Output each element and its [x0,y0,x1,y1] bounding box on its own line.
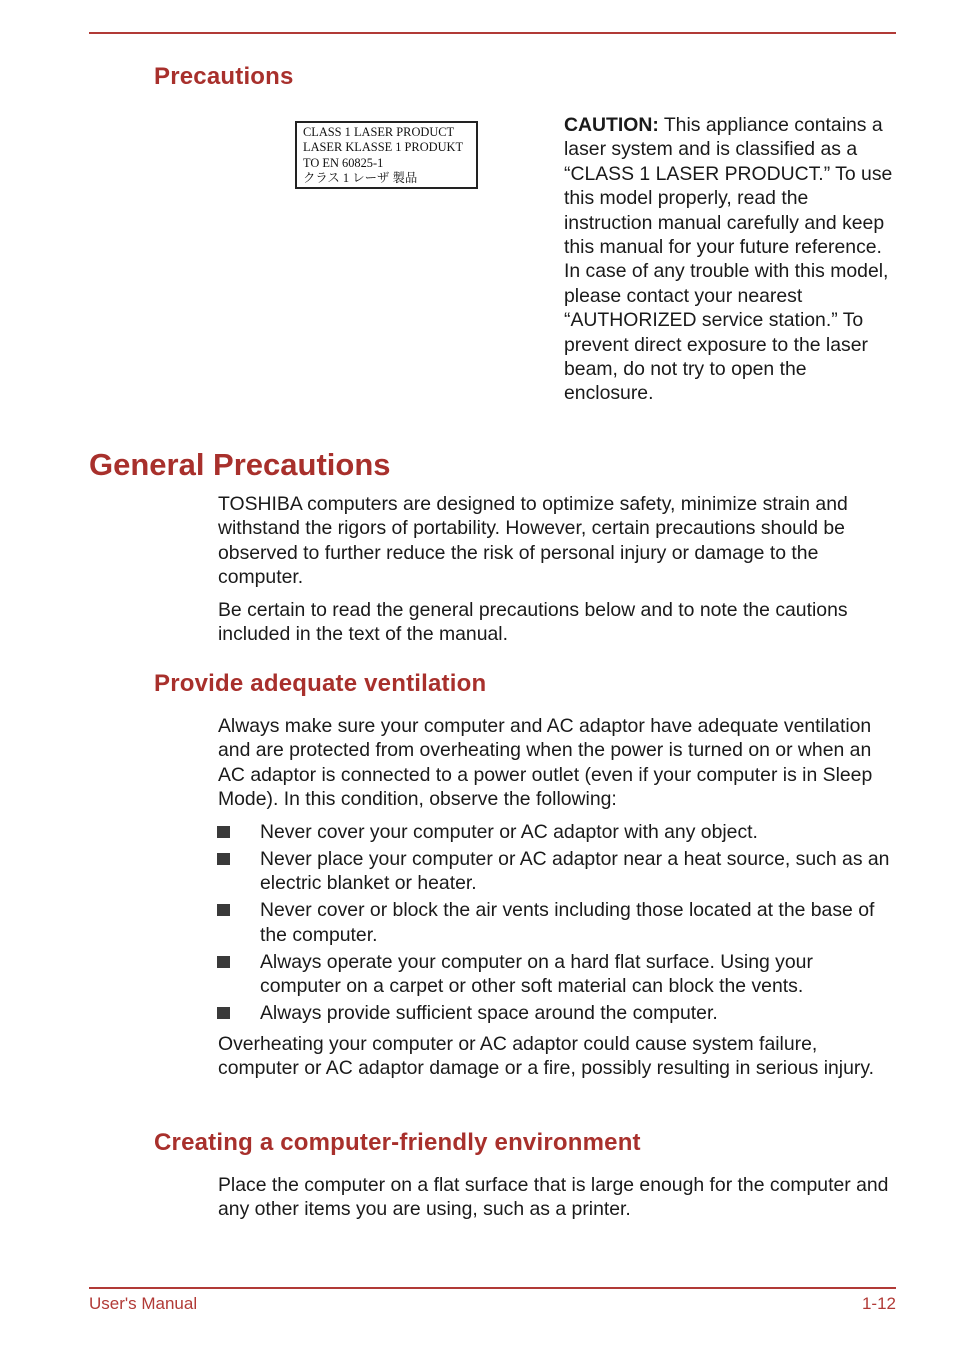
ventilation-outro: Overheating your computer or AC adaptor could cause system failure, computer or AC adaptor damage or a fire, possibly resulting in serious injury. [218,1033,875,1080]
general-paragraph-2: Be certain to read the general precautions below and to note the cautions included in the text of the manual. [218,599,848,646]
laser-product-label [295,121,478,189]
footer-page-number: 1-12 [861,1294,896,1313]
list-item [217,847,897,896]
list-item [217,820,897,844]
ventilation-intro: Always make sure your computer and AC adaptor have adequate ventilation and are protected from overheating when the power is turned on or when an AC adaptor is connected to a power outlet (even if your computer is in Sleep Mode). In this condition, observe the following: [218,715,873,811]
footer-rule [89,1287,896,1289]
list-item-text: Always provide sufficient space around the computer. [260,1002,718,1025]
laser-label-line-1: CLASS 1 LASER PRODUCT [303,125,455,139]
list-item-text: Always operate your computer on a hard flat surface. Using your computer on a carpet or other soft material can block the vents. [260,950,813,998]
environment-heading: Creating a computer-friendly environment [154,1129,641,1156]
caution-paragraph [564,113,896,406]
list-item-text: Never cover your computer or AC adaptor with any object. [260,821,758,843]
list-item-text: Never cover or block the air vents including those located at the base of the computer. [260,899,875,946]
bullet-square-icon [217,853,230,865]
general-precautions-heading: General Precautions [89,447,391,482]
precautions-heading: Precautions [154,63,294,90]
list-item [217,950,897,999]
bullet-square-icon [217,904,230,916]
list-item [217,898,897,947]
ventilation-heading: Provide adequate ventilation [154,670,487,697]
bullet-square-icon [217,826,230,838]
header-rule [89,32,896,34]
caution-text: This appliance contains a laser system and is classified as a “CLASS 1 LASER PRODUCT.” To use this model properly, read the instruction manual carefully and keep this manual for your future reference. In case of any trouble with this model, please contact your nearest “AUTHORIZED service station.” To prevent direct exposure to the laser beam, do not try to open the enclosure. [564,114,893,405]
list-item-text: Never place your computer or AC adaptor near a heat source, such as an electric blanket or heater. [260,848,890,895]
general-paragraph-1: TOSHIBA computers are designed to optimize safety, minimize strain and withstand the rigors of portability. However, certain precautions should be observed to further reduce the risk of personal injury or damage to the computer. [218,493,848,589]
bullet-square-icon [217,956,230,968]
laser-label-line-4: クラス 1 レーザ 製品 [303,171,418,186]
list-item [217,1001,897,1025]
footer-manual-title: User's Manual [89,1294,198,1313]
bullet-square-icon [217,1007,230,1019]
caution-label: CAUTION: [564,114,659,136]
laser-label-line-2: LASER KLASSE 1 PRODUKT [303,140,464,155]
laser-label-line-3: TO EN 60825-1 [303,155,384,170]
environment-paragraph: Place the computer on a flat surface that is large enough for the computer and any other items you are using, such as a printer. [218,1174,889,1221]
ventilation-bullet-list [217,820,897,1028]
